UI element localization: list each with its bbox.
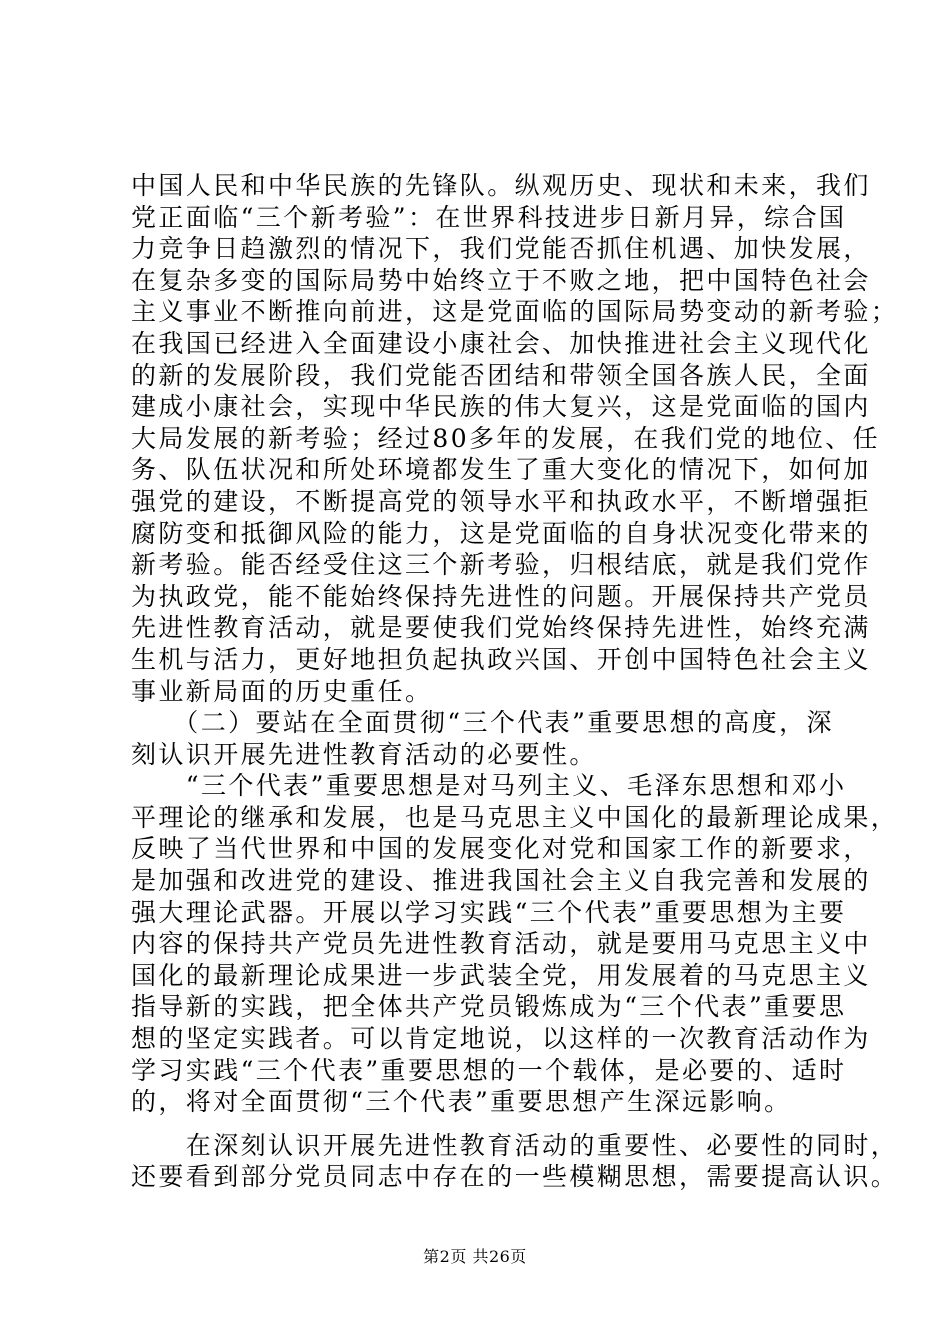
page-footer <box>0 1244 950 1267</box>
text-line: 党正面临“三个新考验”：在世界科技进步日新月异，综合国 <box>131 202 847 232</box>
text-line: 还要看到部分党员同志中存在的一些模糊思想，需要提高认识。 <box>131 1162 899 1192</box>
section-heading-line: （二）要站在全面贯彻“三个代表”重要思想的高度，深 <box>131 708 834 738</box>
text-line: 的，将对全面贯彻“三个代表”重要思想产生深远影响。 <box>131 1087 792 1117</box>
text-line: 指导新的实践，把全体共产党员锻炼成为“三个代表”重要思 <box>131 992 847 1022</box>
text-line: 是加强和改进党的建设、推进我国社会主义自我完善和发展的 <box>131 866 871 896</box>
text-line: 在复杂多变的国际局势中始终立于不败之地，把中国特色社会 <box>131 265 871 295</box>
text-line: 为执政党，能不能始终保持先进性的问题。开展保持共产党员 <box>131 581 871 611</box>
text-line: 力竞争日趋激烈的情况下，我们党能否抓住机遇、加快发展， <box>131 234 871 264</box>
text-line: 强党的建设，不断提高党的领导水平和执政水平，不断增强拒 <box>131 486 871 516</box>
section-heading-line: 刻认识开展先进性教育活动的必要性。 <box>131 739 597 769</box>
text-line: 建成小康社会，实现中华民族的伟大复兴，这是党面临的国内 <box>131 392 871 422</box>
body-text <box>131 170 899 1193</box>
text-line: 反映了当代世界和中国的发展变化对党和国家工作的新要求， <box>131 834 871 864</box>
text-line: 主义事业不断推向前进，这是党面临的国际局势变动的新考验； <box>131 297 899 327</box>
text-line: 事业新局面的历史重任。 <box>131 676 433 706</box>
text-line: 中国人民和中华民族的先锋队。纵观历史、现状和未来，我们 <box>131 171 871 200</box>
text-line: 想的坚定实践者。可以肯定地说，以这样的一次教育活动作为 <box>131 1024 871 1054</box>
text-line: 国化的最新理论成果进一步武装全党，用发展着的马克思主义 <box>131 960 871 990</box>
text-line: 腐防变和抵御风险的能力，这是党面临的自身状况变化带来的 <box>131 518 871 548</box>
text-line: “三个代表”重要思想是对马列主义、毛泽东思想和邓小 <box>131 771 847 801</box>
text-line: 内容的保持共产党员先进性教育活动，就是要用马克思主义中 <box>131 929 871 959</box>
text-line: 强大理论武器。开展以学习实践“三个代表”重要思想为主要 <box>131 897 847 927</box>
text-line: 平理论的继承和发展，也是马克思主义中国化的最新理论成果， <box>131 802 899 832</box>
text-line: 务、队伍状况和所处环境都发生了重大变化的情况下，如何加 <box>131 455 871 485</box>
text-line: 学习实践“三个代表”重要思想的一个载体，是必要的、适时 <box>131 1055 847 1085</box>
text-line: 大局发展的新考验；经过80多年的发展，在我们党的地位、任 <box>131 423 881 453</box>
text-line: 在我国已经进入全面建设小康社会、加快推进社会主义现代化 <box>131 328 871 358</box>
text-line: 生机与活力，更好地担负起执政兴国、开创中国特色社会主义 <box>131 644 871 674</box>
text-line: 的新的发展阶段，我们党能否团结和带领全国各族人民，全面 <box>131 360 871 390</box>
text-line: 先进性教育活动，就是要使我们党始终保持先进性，始终充满 <box>131 613 871 643</box>
page-number-label: 第2页 共26页 <box>423 1247 527 1266</box>
text-line: 在深刻认识开展先进性教育活动的重要性、必要性的同时， <box>131 1130 899 1160</box>
text-line: 新考验。能否经受住这三个新考验，归根结底，就是我们党作 <box>131 550 871 580</box>
